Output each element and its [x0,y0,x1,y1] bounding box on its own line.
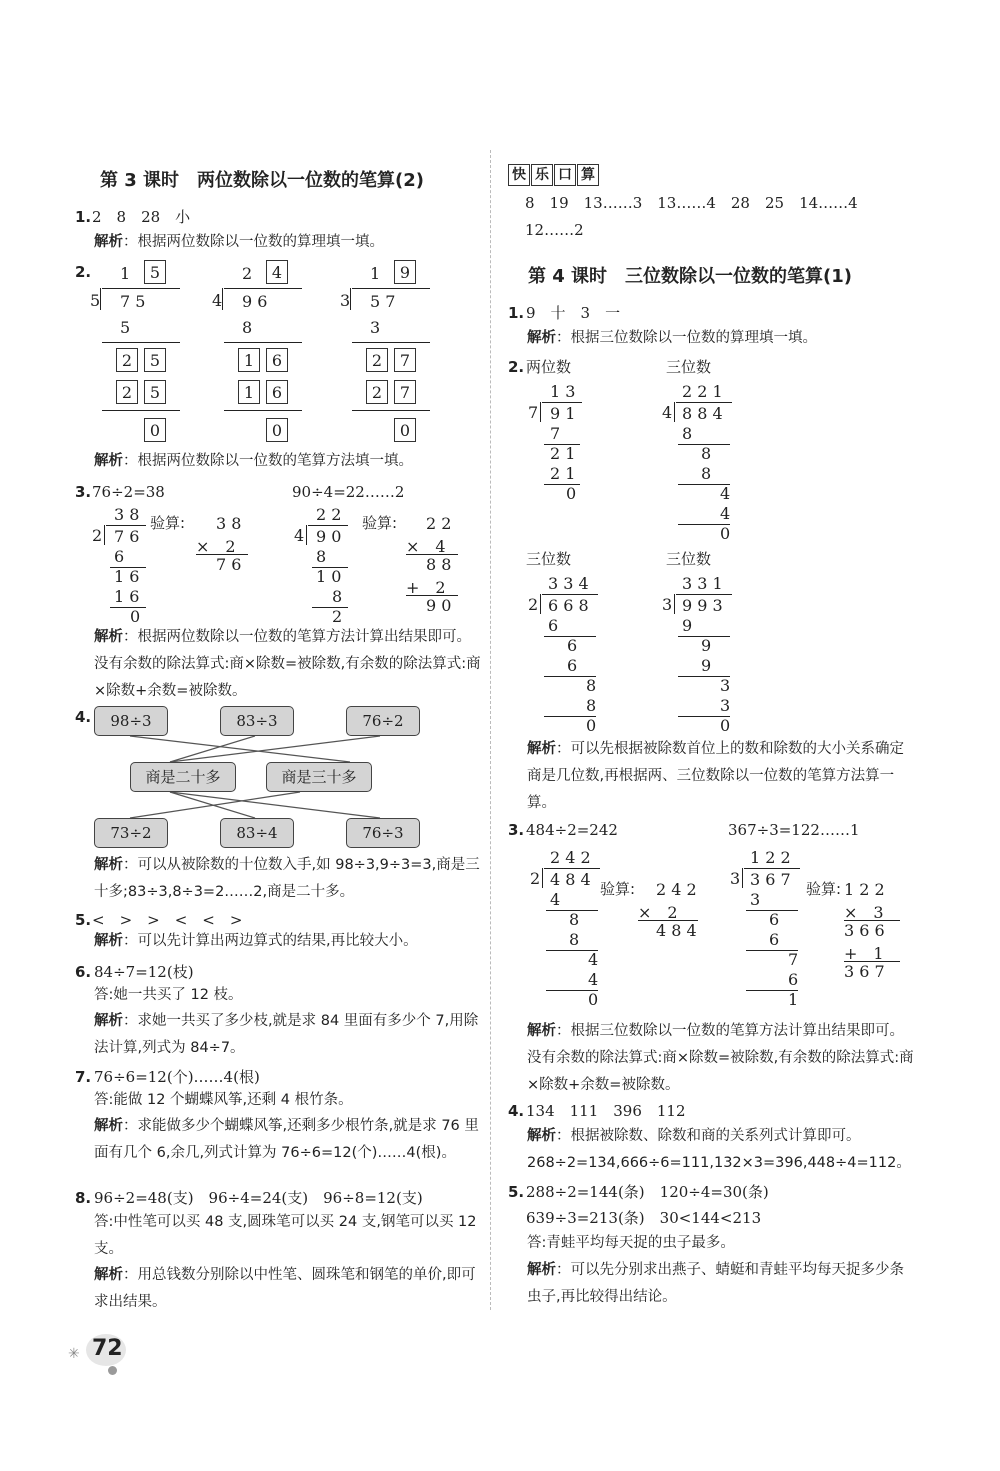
r-q1-solution: 解析：根据三位数除以一位数的算理填一填。 [527,330,817,346]
q5-number: 5. [75,911,92,929]
divisor: 3 [340,291,351,310]
divisor: 5 [90,291,101,310]
step-value: 6 [548,616,559,635]
subtract-value: 5 [120,318,131,337]
separator [102,342,180,343]
step-value: 8 [586,676,597,695]
q4-bottom-2: 83÷4 [220,818,294,848]
r-q1-number: 1. [508,304,525,322]
kuaile-answers-1: 8 19 13……3 13……4 28 25 14……4 [525,194,858,212]
answer-box: 7 [394,380,416,404]
divisor: 7 [528,403,539,422]
q4-bottom-1: 73÷2 [94,818,168,848]
dividend: 9 9 3 [682,596,723,615]
q1-solution: 解析：根据两位数除以一位数的算理填一填。 [94,234,384,250]
page-number: 72 [92,1336,123,1361]
quotient: 1 3 [550,382,576,401]
q3-solution: 解析：根据两位数除以一位数的笔算方法计算出结果即可。没有余数的除法算式:商×除数=被除数,有余数的除法算式:商×除数+余数=被除数。 [94,629,481,699]
q4-solution: 解析：可以从被除数的十位数入手,如 98÷3,9÷3=3,商是三十多;83÷3,8÷3=2……2,商是二十多。 [94,857,480,900]
division-bracket [742,868,743,888]
r-q3-number: 3. [508,821,525,839]
q2-division-3 [340,260,440,450]
division-bar [544,868,600,869]
q5-solution: 解析：可以先计算出两边算式的结果,再比较大小。 [94,933,418,949]
r-q5-answer: 答:青蛙平均每天捉的虫子最多。 [527,1235,735,1251]
quotient: 1 2 2 [750,848,791,867]
dividend: 9 1 [550,404,576,423]
q6-equation: 84÷7=12(枝) [94,963,194,981]
division-bar [744,868,800,869]
q3-eq1: 76÷2=38 [92,483,165,501]
q8-answer: 答:中性笔可以买 48 支,圆珠笔可以买 24 支,钢笔可以买 12 支。 [94,1214,477,1257]
step-value: 0 [588,990,599,1009]
separator [352,410,430,411]
remainder-box: 0 [266,418,288,442]
column-divider [490,150,491,1310]
star-icon: ✳ [68,1346,80,1362]
step-value: 4 [720,484,731,503]
separator [352,342,430,343]
q6-number: 6. [75,963,92,981]
r-q5-solution: 解析：可以先分别求出燕子、蜻蜓和青蛙平均每天捉多少条虫子,再比较得出结论。 [527,1262,904,1305]
q7-solution: 解析：求能做多少个蝴蝶风筝,还剩多少根竹条,就是求 76 里面有几个 6,余几,列式计算为 76÷6=12(个)……4(根)。 [94,1118,479,1161]
q4-mid-1: 商是二十多 [130,762,236,792]
step-value: 3 [750,890,761,909]
step-value: 8 [569,910,580,929]
division-bracket [674,402,675,422]
r-q4-solution: 解析：根据被除数、除数和商的关系列式计算即可。 [527,1128,861,1144]
q8-number: 8. [75,1189,92,1207]
q2-number: 2. [75,263,92,281]
divisor: 2 [530,869,541,888]
dividend: 6 6 8 [548,596,589,615]
dividend: 7 5 [120,292,146,311]
r-q2-label-2: 三位数 [666,358,712,376]
step-value: 6 [769,910,780,929]
q4-top-3: 76÷2 [346,706,420,736]
division-bar [224,288,302,289]
answer-box: 6 [266,348,288,372]
q8-equation: 96÷2=48(支) 96÷4=24(支) 96÷8=12(支) [94,1189,423,1207]
r-q2-solution: 解析：可以先根据被除数首位上的数和除数的大小关系确定商是几位数,再根据两、三位数除以一位数的笔算方法算一算。 [527,741,904,811]
answer-box: 2 [116,380,138,404]
answer-box: 7 [394,348,416,372]
q6-answer: 答:她一共买了 12 枝。 [94,987,243,1003]
q3-number: 3. [75,483,92,501]
r-q3-check-label-2: 验算: [806,880,842,898]
step-value: 6 [567,636,578,655]
r-q3-solution: 解析：根据三位数除以一位数的笔算方法计算出结果即可。没有余数的除法算式:商×除数=被除数,有余数的除法算式:商×除数+余数=被除数。 [527,1023,914,1093]
divisor: 2 [528,595,539,614]
q4-mid-2: 商是三十多 [266,762,372,792]
step-value: 8 [701,464,712,483]
division-bar [352,288,430,289]
q4-bottom-3: 76÷3 [346,818,420,848]
quotient-digit: 1 [120,264,131,283]
r-q3-eq1: 484÷2=242 [526,821,618,839]
step-value: 6 [567,656,578,675]
r-q2-label-4: 三位数 [666,550,712,568]
r-q2-label-1: 两位数 [526,358,572,376]
step-value: 9 [701,656,712,675]
step-value: 0 [566,484,577,503]
q5-answer: < > > < < > [92,911,243,929]
answer-box: 6 [266,380,288,404]
dividend: 8 8 4 [682,404,723,423]
q3-check-label-1: 验算: [150,514,186,532]
answer-box: 2 [366,348,388,372]
dividend: 9 6 [242,292,268,311]
kuaile-answers-2: 12……2 [525,221,584,239]
remainder-box: 0 [394,418,416,442]
step-value: 8 [569,930,580,949]
answer-box: 1 [238,380,260,404]
lesson3-title: 第 3 课时 两位数除以一位数的笔算(2) [100,170,425,191]
step-value: 7 [788,950,799,969]
quotient-digit: 2 [242,264,253,283]
q4-number: 4. [75,708,92,726]
divisor: 3 [662,595,673,614]
separator [224,342,302,343]
divisor: 3 [730,869,741,888]
answer-box: 5 [144,348,166,372]
quotient-digit: 1 [370,264,381,283]
answer-box: 2 [366,380,388,404]
subtract-value: 8 [242,318,253,337]
r-q4-answer: 134 111 396 112 [526,1102,686,1120]
divisor: 4 [212,291,223,310]
step-value: 6 [769,930,780,949]
step-value: 7 [550,424,561,443]
step-value: 4 [588,950,599,969]
answer-box: 1 [238,348,260,372]
quotient: 2 4 2 [550,848,591,867]
division-bracket [540,594,541,614]
r-q4-extra: 268÷2=134,666÷6=111,132×3=396,448÷4=112。 [527,1155,911,1171]
quotient-box: 4 [266,260,288,284]
division-bar [542,594,598,595]
r-q5-eq2: 639÷3=213(条) 30<144<213 [526,1209,762,1227]
r-q4-number: 4. [508,1102,525,1120]
step-value: 8 [701,444,712,463]
quotient: 2 2 1 [682,382,723,401]
quotient-box: 9 [394,260,416,284]
q7-equation: 76÷6=12(个)……4(根) [94,1068,260,1086]
r-q1-answer: 9 十 3 一 [526,304,621,322]
r-q2-number: 2. [508,358,525,376]
step-value: 8 [586,696,597,715]
dot-icon [108,1366,117,1375]
separator [102,410,180,411]
q2-division-2 [212,260,312,450]
step-value: 2 1 [550,464,576,483]
step-value: 0 [720,716,731,735]
q3-eq2: 90÷4=22……2 [292,483,405,501]
kuaile-kousuan-header: 快 乐 口 算 [508,164,600,186]
division-bar [676,402,732,403]
step-value: 9 [701,636,712,655]
step-value: 8 [682,424,693,443]
q4-top-1: 98÷3 [94,706,168,736]
r-q2-label-3: 三位数 [526,550,572,568]
step-value: 1 [788,990,799,1009]
q6-solution: 解析：求她一共买了多少枝,就是求 84 里面有多少个 7,用除法计算,列式为 84÷7。 [94,1013,479,1056]
r-q5-eq1: 288÷2=144(条) 120÷4=30(条) [526,1183,769,1201]
dividend: 5 7 [370,292,396,311]
step-value: 0 [586,716,597,735]
subtract-value: 3 [370,318,381,337]
step-value: 3 [720,676,731,695]
division-bracket [674,594,675,614]
quotient: 3 3 1 [682,574,723,593]
step-value: 2 1 [550,444,576,463]
division-bar [676,594,732,595]
answer-box: 2 [116,348,138,372]
division-bracket [542,868,543,888]
division-bar [542,402,582,403]
q2-division-1 [90,260,190,450]
step-value: 6 [788,970,799,989]
answer-box: 5 [144,380,166,404]
division-bracket [540,402,541,422]
quotient: 3 3 4 [548,574,589,593]
division-bar [102,288,180,289]
q4-top-2: 83÷3 [220,706,294,736]
remainder-box: 0 [144,418,166,442]
separator [224,410,302,411]
r-q5-number: 5. [508,1183,525,1201]
q8-solution: 解析：用总钱数分别除以中性笔、圆珠笔和钢笔的单价,即可求出结果。 [94,1267,476,1310]
r-q3-eq2: 367÷3=122……1 [728,821,860,839]
q1-number: 1. [75,208,92,226]
q1-answer: 2 8 28 小 [92,208,191,226]
q7-answer: 答:能做 12 个蝴蝶风筝,还剩 4 根竹条。 [94,1092,353,1108]
step-value: 0 [720,524,731,543]
q3-check-label-2: 验算: [362,514,398,532]
dividend: 4 8 4 [550,870,591,889]
step-value: 9 [682,616,693,635]
dividend: 3 6 7 [750,870,791,889]
step-value: 4 [550,890,561,909]
q2-solution: 解析：根据两位数除以一位数的笔算方法填一填。 [94,453,413,469]
quotient-box: 5 [144,260,166,284]
lesson4-title: 第 4 课时 三位数除以一位数的笔算(1) [528,266,853,287]
divisor: 4 [662,403,673,422]
q7-number: 7. [75,1068,92,1086]
step-value: 3 [720,696,731,715]
r-q3-check-label-1: 验算: [600,880,636,898]
step-value: 4 [720,504,731,523]
step-value: 4 [588,970,599,989]
